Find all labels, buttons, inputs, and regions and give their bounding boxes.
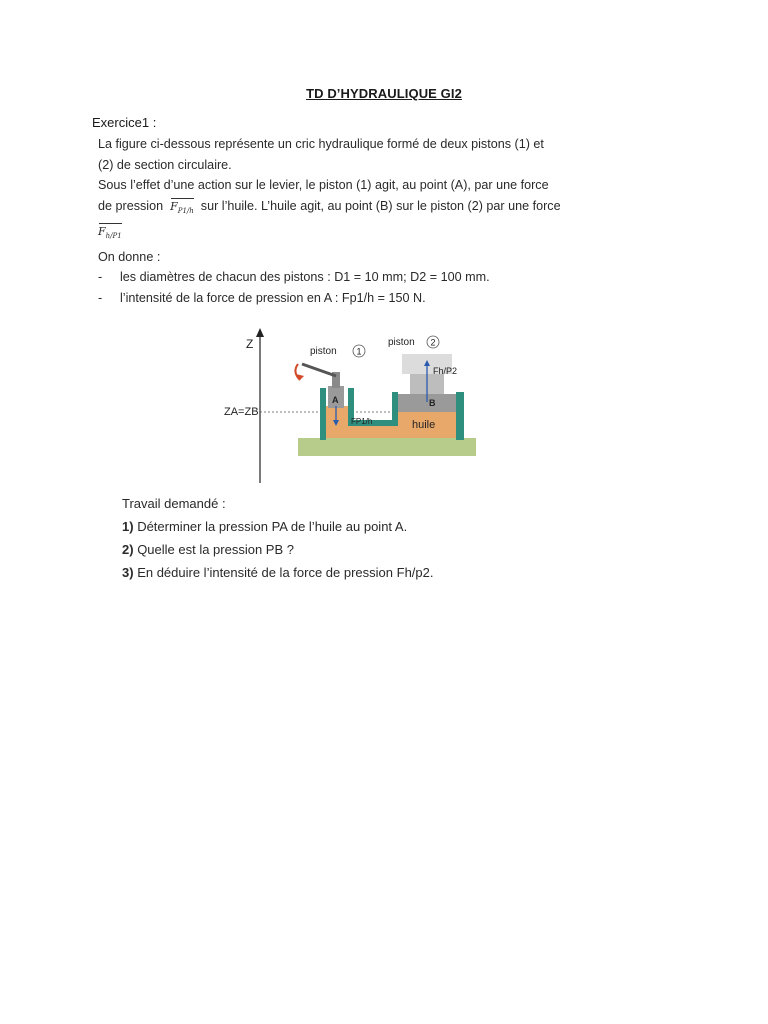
piston-1-label: piston [310,346,337,357]
fluid-channel [348,426,398,438]
task-1: 1) Déterminer la pression PA de l’huile au point A. [122,519,408,534]
hydraulic-jack-diagram [208,328,538,488]
given-item-2: - l’intensité de la force de pression en A : Fp1/h = 150 N. [98,290,426,305]
statement-line-1: La figure ci-dessous représente un cric hydraulique formé de deux pistons (1) et [98,137,544,151]
fluid-label: huile [412,419,436,431]
given-label: On donne : [98,249,161,264]
tank-wall-b-left [392,392,398,422]
tank-wall-left [320,388,326,440]
task-2: 2) Quelle est la pression PB ? [122,542,294,557]
statement-line-3: Sous l’effet d’une action sur le levier, le piston (1) agit, au point (A), par une force [98,178,549,192]
point-b-label: B [429,398,436,408]
force-vector-p1h: $F_{P1/h}$ [170,199,194,215]
base-plate [298,438,476,456]
force-label-a: FP1/h [351,417,373,426]
level-label: ZA=ZB [224,406,259,418]
piston-2-label: piston [388,337,415,348]
tasks-heading: Travail demandé : [122,496,226,511]
force-vector-hp1: $F_{h/P1}$ [98,225,122,240]
point-a-label: A [332,395,339,405]
page-title: TD D’HYDRAULIQUE GI2 [306,86,462,101]
statement-line-4-start: de pression [98,198,164,213]
tank-wall-b-right [456,392,464,440]
piston-1-number: 1 [356,346,362,357]
z-axis-label: Z [246,337,254,351]
statement-line-5 [98,221,598,247]
statement-line-2: (2) de section circulaire. [98,157,232,172]
lever [302,364,336,376]
force-label-b: Fh/P2 [433,366,458,376]
problem-statement [98,134,598,308]
tasks-section [122,492,433,584]
statement-line-4 [98,196,598,222]
given-item-1: - les diamètres de chacun des pistons : D1 = 10 mm; D2 = 100 mm. [98,270,490,284]
statement-line-4-end: sur l’huile. L’huile agit, au point (B) sur le piston (2) par une force [200,198,561,213]
task-3: 3) En déduire l’intensité de la force de pression Fh/p2. [122,565,434,580]
piston-2-number: 2 [430,337,436,348]
z-axis-arrowhead [256,328,264,337]
exercise-label: Exercice1 : [92,115,157,130]
